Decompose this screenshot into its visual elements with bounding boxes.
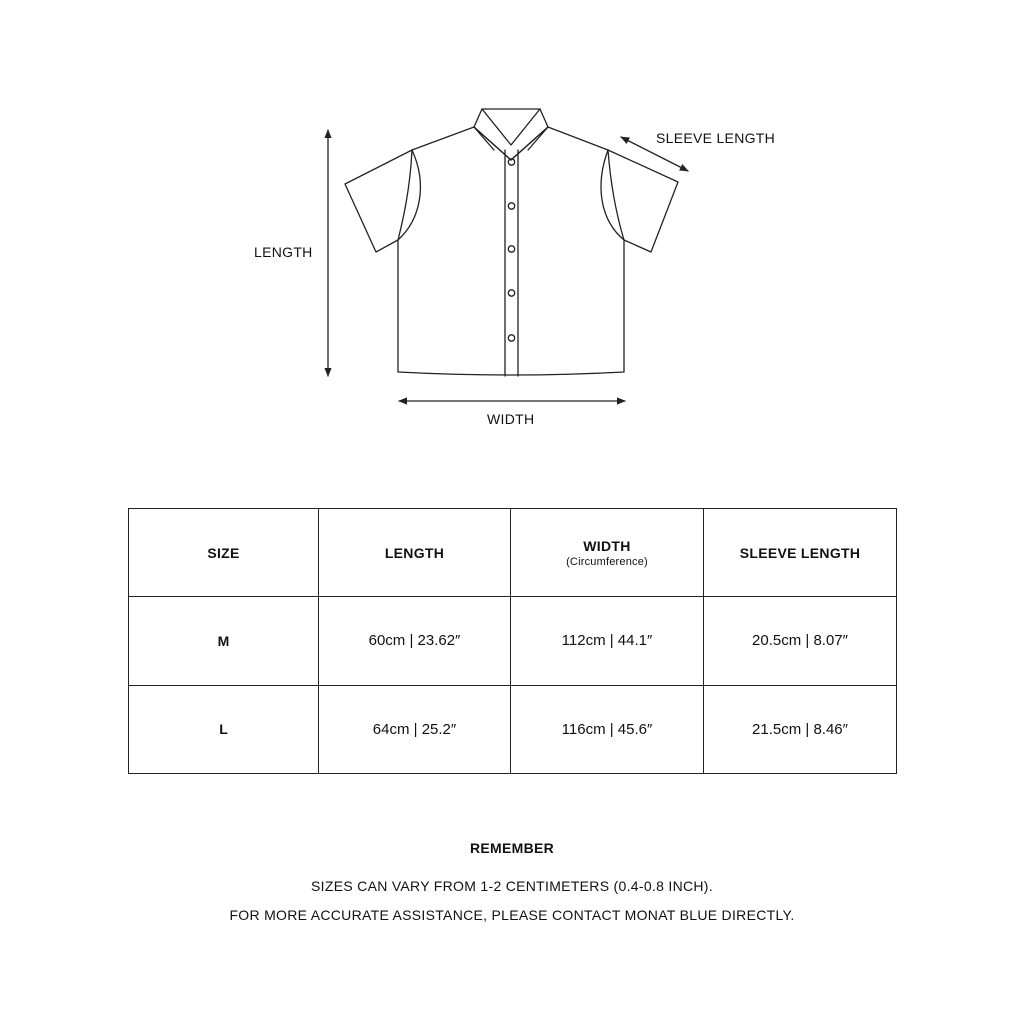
width-cell: 112cm | 44.1″ bbox=[511, 597, 704, 685]
shirt-body-outline bbox=[398, 127, 624, 375]
right-sleeve-outline bbox=[608, 150, 678, 252]
shirt-size-diagram bbox=[0, 0, 1024, 460]
collar-back bbox=[482, 109, 540, 145]
table-row bbox=[129, 685, 897, 773]
length-cell: 64cm | 25.2″ bbox=[319, 685, 511, 773]
table-header-row bbox=[129, 509, 897, 597]
sizing-notes bbox=[0, 840, 1024, 930]
sleeve-length-label: SLEEVE LENGTH bbox=[656, 130, 776, 146]
button bbox=[508, 246, 514, 252]
header-length: LENGTH bbox=[319, 509, 511, 597]
button bbox=[508, 290, 514, 296]
notes-line-contact: FOR MORE ACCURATE ASSISTANCE, PLEASE CONTACT MONAT BLUE DIRECTLY. bbox=[229, 907, 795, 923]
size-cell: L bbox=[129, 685, 319, 773]
button bbox=[508, 335, 514, 341]
table-row bbox=[129, 597, 897, 685]
sleeve-length-cell: 21.5cm | 8.46″ bbox=[704, 685, 897, 773]
size-cell: M bbox=[129, 597, 319, 685]
button bbox=[508, 203, 514, 209]
header-width-note: (Circumference) bbox=[566, 555, 648, 568]
header-width-label: WIDTH bbox=[583, 537, 631, 554]
header-width bbox=[511, 509, 704, 597]
length-label: LENGTH bbox=[254, 244, 313, 260]
header-sleeve-length: SLEEVE LENGTH bbox=[704, 509, 897, 597]
collar-outline bbox=[474, 109, 548, 160]
notes-line-variance: SIZES CAN VARY FROM 1-2 CENTIMETERS (0.4-0.8 INCH). bbox=[311, 878, 713, 894]
notes-heading: REMEMBER bbox=[469, 840, 555, 856]
width-cell: 116cm | 45.6″ bbox=[511, 685, 704, 773]
width-label: WIDTH bbox=[487, 411, 535, 427]
size-chart-table bbox=[128, 508, 897, 774]
sleeve-length-cell: 20.5cm | 8.07″ bbox=[704, 597, 897, 685]
length-cell: 60cm | 23.62″ bbox=[319, 597, 511, 685]
shirt-illustration bbox=[0, 0, 1024, 460]
header-size: SIZE bbox=[129, 509, 319, 597]
collar-left-point bbox=[474, 127, 494, 150]
collar-right-point bbox=[528, 127, 548, 150]
